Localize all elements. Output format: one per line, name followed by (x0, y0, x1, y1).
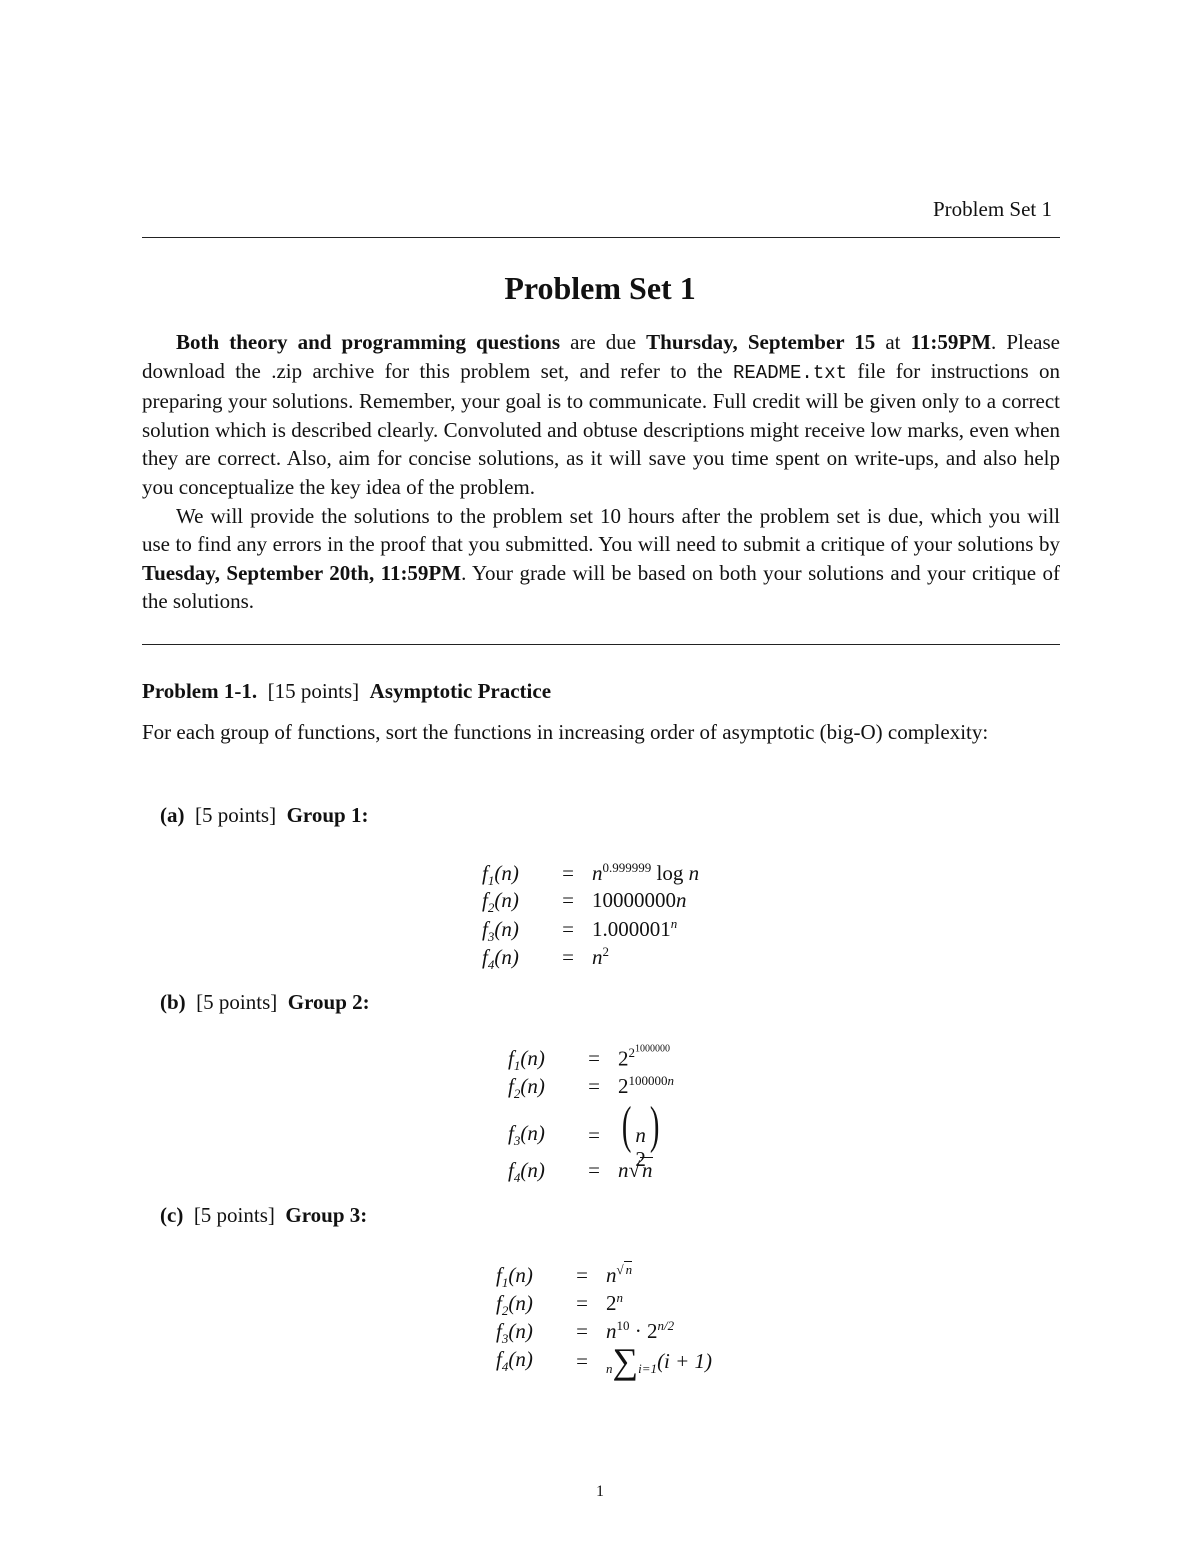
page-title: Problem Set 1 (504, 270, 696, 306)
intro-paragraph-1 (142, 328, 1060, 502)
var-n: n (501, 861, 512, 885)
equals-sign: = (576, 1263, 588, 1287)
var-n: n (527, 1158, 538, 1182)
exponent: n (670, 916, 678, 931)
g2-f4-equation: $f_4(n) = n√n$ (508, 1158, 653, 1186)
g3-f4-equation: $f_4(n) = n\sum i=1(i + 1)$ (496, 1341, 713, 1381)
problem-statement: For each group of functions, sort the functions in increasing order of asymptotic (big-O) complexity: (142, 720, 989, 744)
equals-sign: = (576, 1291, 588, 1315)
exponent: 1000000 (635, 1044, 670, 1055)
var-n: n (688, 861, 700, 885)
subscript: 4 (513, 1170, 521, 1186)
body-text: . Please download the .zip archive for this problem set, and refer to the (142, 330, 1060, 383)
g2-f3-equation: $f_3(n)$ = ( n 2 ) (508, 1100, 663, 1171)
intro-paragraph-2 (142, 502, 1060, 616)
equals-sign: = (562, 945, 574, 969)
exponent: 0.999999 (602, 860, 652, 875)
var-n: n (501, 945, 512, 969)
group-name: Group 2: (287, 990, 370, 1014)
part-points: [5 points] (196, 990, 278, 1014)
g3-f3-equation: $f_3(n) = n^{10} \cdot 2^{n/2}$ (496, 1318, 675, 1347)
fn-symbol: f (508, 1158, 514, 1182)
fn-symbol: f (496, 1347, 502, 1372)
readme-filename: README.txt (733, 361, 848, 384)
summation (606, 1341, 658, 1381)
exponent: 2 (602, 944, 609, 959)
g2-f2-equation: $f_2(n) = 2^{100000n}$ (508, 1073, 674, 1102)
left-paren: ( (621, 1097, 632, 1154)
coefficient: 10000000 (592, 888, 676, 912)
g1-f3-equation: $f_3(n) = 1.000001^n$ (482, 916, 678, 945)
body-text: are due (560, 330, 647, 354)
subscript: 2 (501, 1303, 509, 1319)
header-rule (142, 237, 1060, 238)
fn-symbol: f (508, 1121, 514, 1146)
part-points: [5 points] (195, 803, 277, 827)
var-n: n (527, 1074, 538, 1098)
fn-symbol: f (508, 1046, 514, 1071)
part-label: (b) (160, 990, 186, 1014)
radicand: n (625, 1262, 633, 1277)
due-time: 11:59PM (910, 330, 992, 354)
running-header: Problem Set 1 (933, 197, 1052, 221)
fn-symbol: f (482, 861, 488, 885)
subscript: 3 (513, 1133, 521, 1149)
var-n: n (527, 1046, 538, 1071)
fn-symbol: f (482, 945, 488, 969)
problem-points: [15 points] (267, 679, 360, 703)
equals-sign: = (562, 917, 574, 941)
part-b-heading (160, 990, 370, 1015)
var-n: n (515, 1291, 526, 1315)
fn-symbol: f (482, 917, 488, 941)
exponent: n (616, 1290, 623, 1305)
equals-sign: = (588, 1123, 600, 1147)
problem-label: Problem 1-1. (142, 679, 258, 703)
due-date: Thursday, September 15 (646, 330, 876, 354)
var-n: n (606, 1263, 617, 1287)
var-n: n (667, 1073, 674, 1088)
body-text: . Your grade will be based on both your solutions and your critique of the solutions. (142, 560, 1060, 614)
equals-sign: = (588, 1046, 600, 1071)
subscript: 3 (487, 929, 495, 945)
fn-symbol: f (508, 1074, 514, 1098)
subscript: 1 (487, 873, 495, 889)
var-n: n (606, 1319, 617, 1343)
body-text: file for instructions on preparing your solutions. Remember, your goal is to communicate. Full credit will be given only to a correct solution which is described clearly. Convoluted and obtuse descriptions might receive low marks, even when they are correct. Also, aim for concise solutions, as it will save you time spent on write-ups, and also help you conceptualize the key idea of the problem. (142, 358, 1060, 499)
equals-sign: = (588, 1158, 600, 1182)
fn-symbol: f (482, 888, 488, 912)
equals-sign: = (576, 1349, 588, 1373)
base: 2 (618, 1046, 629, 1071)
base: 2 (647, 1319, 658, 1343)
var-n: n (527, 1121, 538, 1146)
exponent-base: 2 (628, 1045, 635, 1061)
subscript: 1 (501, 1275, 509, 1291)
var-n: n (515, 1263, 526, 1287)
g1-f1-equation: $f_1(n) = n^{0.999999}$ log n (482, 860, 700, 889)
fn-symbol: f (496, 1263, 502, 1287)
exponent: 10 (616, 1318, 630, 1333)
problem-heading (142, 679, 551, 704)
group-name: Group 3: (285, 1203, 368, 1227)
sum-body: (i + 1) (657, 1349, 713, 1373)
radicand: n (642, 1158, 653, 1182)
g1-f4-equation: $f_4(n) = n^2$ (482, 944, 609, 973)
sum-lower-limit: i=1 (638, 1361, 658, 1376)
log-operator: log (656, 861, 684, 885)
part-c-heading (160, 1203, 367, 1228)
equals-sign: = (562, 861, 574, 885)
var-n: n (515, 1347, 526, 1372)
var-n: n (501, 917, 512, 941)
emphasis-text: Both theory and programming questions (176, 330, 561, 354)
part-a-heading (160, 803, 368, 828)
g1-f2-equation: $f_2(n) = 10000000n$ (482, 888, 687, 916)
exponent: n/2 (657, 1318, 675, 1333)
subscript: 4 (501, 1359, 509, 1375)
dot-operator: · (634, 1319, 642, 1343)
g3-f1-equation: $f_1(n) = n^{√ n}$ (496, 1262, 633, 1291)
critique-deadline: Tuesday, September 20th, 11:59PM (142, 560, 462, 585)
intro-section (142, 328, 1060, 616)
var-n: n (618, 1158, 629, 1182)
equals-sign: = (562, 888, 574, 912)
body-text: at (875, 330, 911, 354)
base: 2 (618, 1074, 629, 1098)
var-n: n (676, 888, 687, 912)
var-n: n (501, 888, 512, 912)
var-n: n (515, 1319, 526, 1343)
binom-bottom: 2 (635, 1147, 646, 1171)
subscript: 3 (501, 1331, 509, 1347)
fn-symbol: f (496, 1319, 502, 1343)
var-n: n (592, 945, 603, 969)
subscript: 2 (513, 1086, 521, 1102)
var-n: n (592, 861, 603, 885)
fn-symbol: f (496, 1291, 502, 1315)
part-points: [5 points] (193, 1203, 275, 1227)
problem-name: Asymptotic Practice (369, 679, 552, 703)
page-number: 1 (596, 1483, 604, 1500)
exponent: 100000 (628, 1073, 668, 1088)
body-text: We will provide the solutions to the problem set 10 hours after the problem set is due, which you will use to find any errors in the proof that you submitted. You will need to submit a critique of your solutions by (142, 503, 1060, 557)
g2-f1-equation: $f_1(n) = 2^{2^{1000000}}$ (508, 1044, 670, 1074)
base: 1.000001 (592, 917, 671, 941)
equals-sign: = (576, 1319, 588, 1343)
part-label: (a) (160, 803, 185, 827)
section-rule (142, 644, 1060, 645)
subscript: 2 (487, 900, 495, 916)
part-label: (c) (160, 1203, 184, 1227)
base: 2 (606, 1291, 617, 1315)
equals-sign: = (588, 1074, 600, 1098)
sum-upper-limit: n (606, 1361, 613, 1376)
subscript: 4 (487, 957, 495, 973)
group-name: Group 1: (286, 803, 369, 827)
right-paren: ) (649, 1097, 660, 1154)
subscript: 1 (513, 1058, 521, 1074)
binom-top: n (635, 1123, 646, 1147)
sigma-symbol: ∑ (612, 1341, 639, 1381)
g3-f2-equation: $f_2(n) = 2^n$ (496, 1290, 623, 1319)
